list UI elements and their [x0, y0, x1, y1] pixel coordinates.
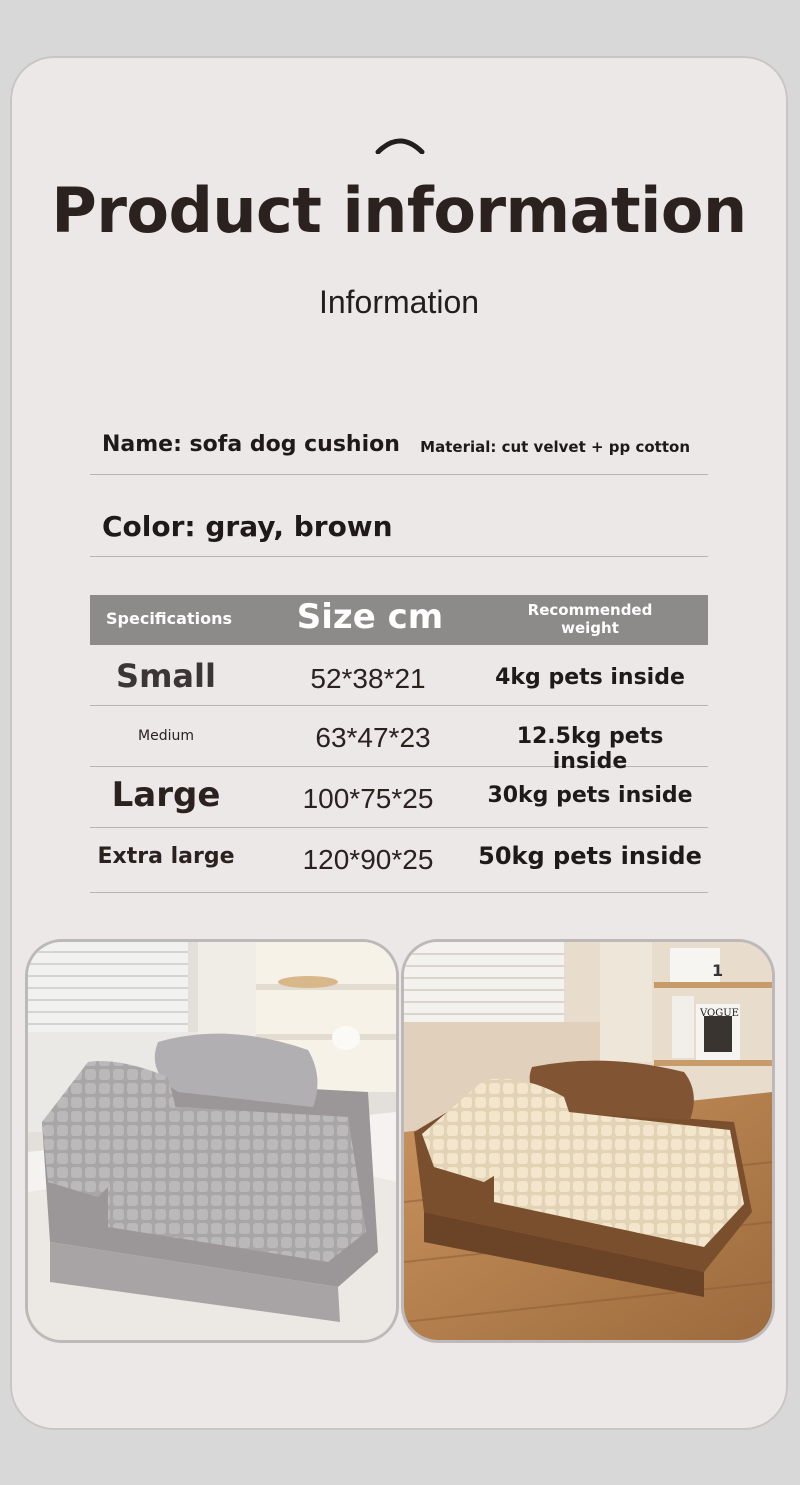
size-extra-large: Extra large: [97, 844, 235, 869]
info-row-name: [90, 426, 708, 475]
dims-extra-large: 120*90*25: [302, 844, 434, 875]
photo-gray-cushion: [28, 942, 396, 1340]
dims-medium: 63*47*23: [315, 722, 431, 753]
product-material: Material: cut velvet + pp cotton: [420, 438, 690, 456]
table-row: [90, 645, 708, 706]
weight-extra-large: 50kg pets inside: [478, 842, 702, 870]
dims-small: 52*38*21: [310, 663, 426, 694]
magazine-title: VOGUE: [700, 1008, 739, 1019]
size-medium: Medium: [138, 728, 194, 744]
table-row: [90, 828, 708, 893]
page-title: Product information: [51, 174, 747, 247]
weight-medium: 12.5kg pets inside: [516, 724, 664, 774]
page-subtitle: Information: [318, 284, 480, 320]
photo-brown-cushion: [404, 942, 772, 1340]
product-name: Name: sofa dog cushion: [102, 432, 400, 457]
table-row: [90, 767, 708, 828]
shelf-number: 1: [712, 961, 724, 980]
weight-small: 4kg pets inside: [495, 665, 685, 690]
header-specifications: Specifications: [106, 609, 232, 628]
size-large: Large: [111, 775, 221, 815]
product-color: Color: gray, brown: [102, 510, 393, 543]
spec-table-header: [90, 595, 708, 645]
spec-table: [90, 595, 708, 893]
product-info-card: [10, 56, 788, 1430]
header-weight: Recommended weight: [527, 601, 653, 637]
header-size: Size cm: [296, 597, 444, 637]
arc-decoration-icon: [374, 134, 426, 154]
weight-large: 30kg pets inside: [487, 783, 693, 808]
table-row: [90, 706, 708, 774]
size-small: Small: [116, 657, 216, 695]
info-row-color: [90, 508, 708, 557]
dims-large: 100*75*25: [302, 783, 434, 814]
